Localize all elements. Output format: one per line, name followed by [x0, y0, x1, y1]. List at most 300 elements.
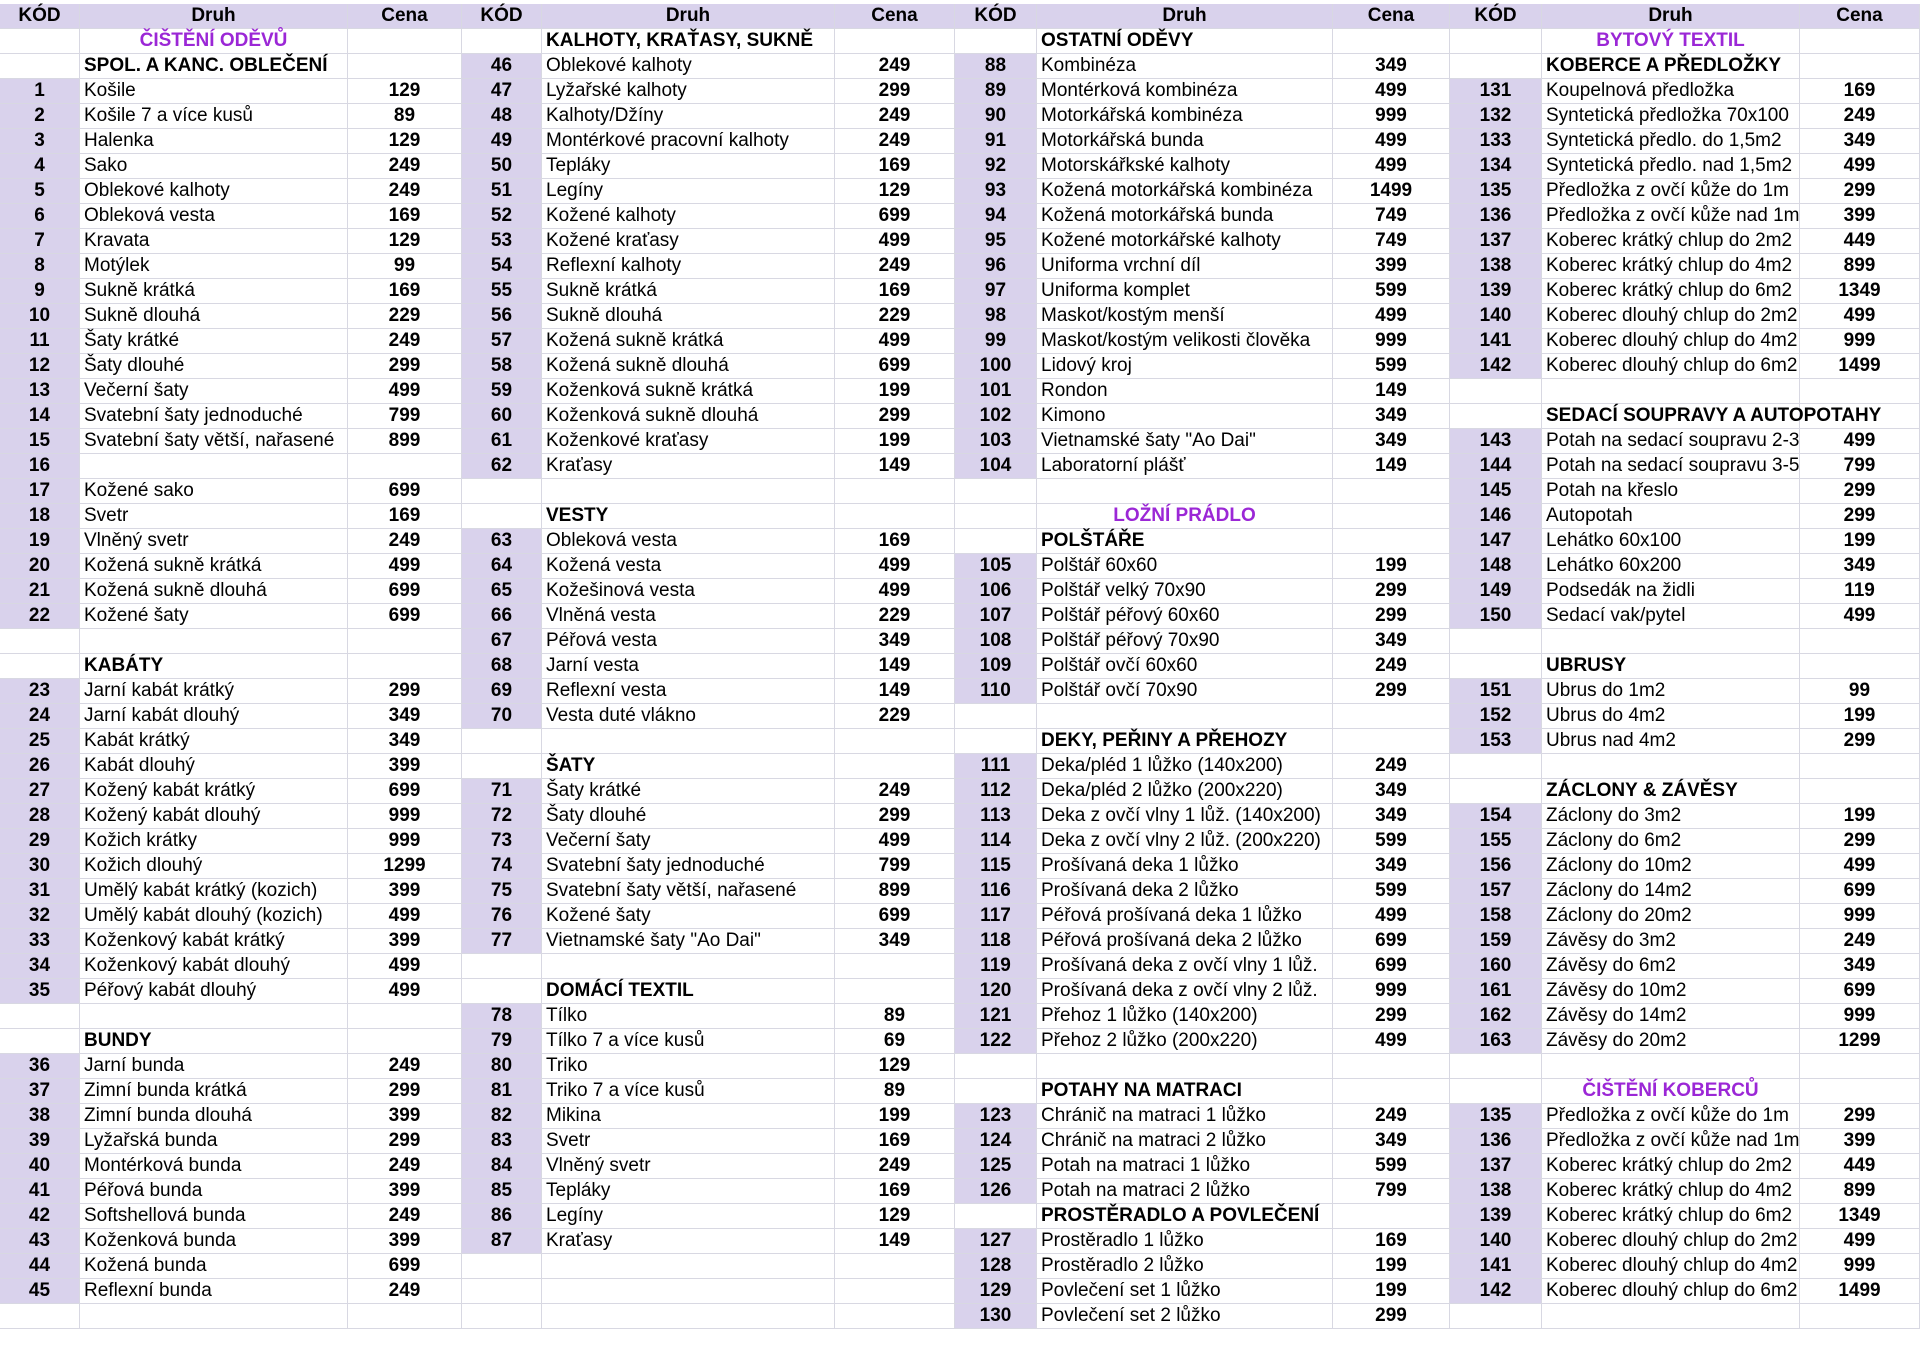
item-code: 140	[1450, 1229, 1542, 1254]
item-price: 299	[348, 1079, 462, 1104]
section-row	[1450, 654, 1920, 679]
item-code: 89	[955, 79, 1037, 104]
item-name: Deka/pléd 1 lůžko (140x200)	[1037, 754, 1333, 779]
item-price: 129	[835, 1204, 955, 1229]
item-code: 138	[1450, 1179, 1542, 1204]
item-name: Koberec dlouhý chlup do 6m2	[1542, 1279, 1800, 1304]
item-code: 102	[955, 404, 1037, 429]
table-row	[1450, 379, 1920, 404]
item-name: Prostěradlo 2 lůžko	[1037, 1254, 1333, 1279]
item-price: 299	[835, 804, 955, 829]
item-code: 138	[1450, 254, 1542, 279]
item-name: Potah na sedací soupravu 3-5	[1542, 454, 1800, 479]
item-price: 699	[835, 204, 955, 229]
item-price: 129	[348, 79, 462, 104]
item-name	[1037, 1054, 1333, 1079]
item-name: Šaty dlouhé	[80, 354, 348, 379]
item-name	[1542, 379, 1800, 404]
item-price	[348, 654, 462, 679]
table-row	[1450, 479, 1920, 504]
item-price: 349	[1333, 404, 1450, 429]
item-code: 63	[462, 529, 542, 554]
item-code: 61	[462, 429, 542, 454]
table-row	[955, 179, 1450, 204]
item-name: Prošívaná deka z ovčí vlny 1 lůž.	[1037, 954, 1333, 979]
item-name	[1542, 1304, 1800, 1329]
item-price: 199	[835, 429, 955, 454]
table-row	[955, 604, 1450, 629]
item-price: 1499	[1800, 1279, 1920, 1304]
table-row	[1450, 804, 1920, 829]
item-code	[462, 979, 542, 1004]
item-name: Autopotah	[1542, 504, 1800, 529]
item-name: Motorskářkské kalhoty	[1037, 154, 1333, 179]
item-price: 299	[348, 1129, 462, 1154]
table-row	[1450, 154, 1920, 179]
item-code: 133	[1450, 129, 1542, 154]
item-code	[462, 1254, 542, 1279]
item-name: Večerní šaty	[542, 829, 835, 854]
item-code: 41	[0, 1179, 80, 1204]
table-row	[462, 529, 955, 554]
item-code: 17	[0, 479, 80, 504]
table-row	[1450, 929, 1920, 954]
section-title: BUNDY	[80, 1029, 348, 1054]
item-code	[1450, 1079, 1542, 1104]
item-code: 24	[0, 704, 80, 729]
item-name: Kožené šaty	[542, 904, 835, 929]
item-code: 155	[1450, 829, 1542, 854]
item-code: 19	[0, 529, 80, 554]
item-price	[835, 479, 955, 504]
item-price: 249	[348, 529, 462, 554]
item-name: Deka z ovčí vlny 1 lůž. (140x200)	[1037, 804, 1333, 829]
item-price	[1800, 754, 1920, 779]
section-row	[1450, 404, 1920, 429]
table-row	[1450, 529, 1920, 554]
item-price: 499	[348, 954, 462, 979]
item-name: Lyžařská bunda	[80, 1129, 348, 1154]
section-title: POTAHY NA MATRACI	[1037, 1079, 1333, 1104]
item-price: 199	[1333, 1279, 1450, 1304]
table-row	[955, 804, 1450, 829]
header-code: KÓD	[0, 4, 80, 29]
item-code	[1450, 379, 1542, 404]
item-code: 149	[1450, 579, 1542, 604]
item-price: 199	[835, 1104, 955, 1129]
item-name: Kožich krátky	[80, 829, 348, 854]
section-row	[955, 1204, 1450, 1229]
item-price: 169	[348, 504, 462, 529]
item-name: Vietnamské šaty "Ao Dai"	[1037, 429, 1333, 454]
table-row	[955, 929, 1450, 954]
table-row	[955, 1279, 1450, 1304]
item-price: 89	[835, 1004, 955, 1029]
item-name: Sukně dlouhá	[80, 304, 348, 329]
item-price: 1349	[1800, 279, 1920, 304]
item-code: 51	[462, 179, 542, 204]
item-code: 62	[462, 454, 542, 479]
item-price	[1800, 1079, 1920, 1104]
item-name: Oblekové kalhoty	[80, 179, 348, 204]
table-row	[462, 854, 955, 879]
item-price	[835, 979, 955, 1004]
item-price: 349	[1800, 954, 1920, 979]
table-row	[955, 1229, 1450, 1254]
table-row	[462, 354, 955, 379]
item-name: Kraťasy	[542, 454, 835, 479]
item-name: Záclony do 3m2	[1542, 804, 1800, 829]
item-price: 999	[1333, 979, 1450, 1004]
item-price: 249	[348, 179, 462, 204]
item-name: Povlečení set 2 lůžko	[1037, 1304, 1333, 1329]
item-price	[348, 54, 462, 79]
item-price: 299	[1800, 179, 1920, 204]
table-row	[955, 154, 1450, 179]
item-name: Umělý kabát dlouhý (kozich)	[80, 904, 348, 929]
item-name: Kabát dlouhý	[80, 754, 348, 779]
section-title: KABÁTY	[80, 654, 348, 679]
item-name: Koberec krátký chlup do 4m2	[1542, 254, 1800, 279]
table-row	[955, 1054, 1450, 1079]
item-price: 229	[348, 304, 462, 329]
item-name: Sukně dlouhá	[542, 304, 835, 329]
item-price: 229	[835, 304, 955, 329]
item-code: 57	[462, 329, 542, 354]
item-price: 249	[1333, 654, 1450, 679]
item-price	[1333, 729, 1450, 754]
table-row	[462, 304, 955, 329]
item-code: 2	[0, 104, 80, 129]
item-name: Triko	[542, 1054, 835, 1079]
item-name: Vietnamské šaty "Ao Dai"	[542, 929, 835, 954]
table-row	[462, 829, 955, 854]
item-price	[1333, 704, 1450, 729]
item-name: Potah na matraci 1 lůžko	[1037, 1154, 1333, 1179]
item-name: Halenka	[80, 129, 348, 154]
item-name: Kraťasy	[542, 1229, 835, 1254]
table-row	[462, 1204, 955, 1229]
item-code: 70	[462, 704, 542, 729]
section-title: OSTATNÍ ODĚVY	[1037, 29, 1333, 54]
item-price: 349	[1333, 54, 1450, 79]
item-price: 799	[835, 854, 955, 879]
item-price: 699	[835, 904, 955, 929]
table-row	[462, 1154, 955, 1179]
table-row	[462, 729, 955, 754]
table-row	[0, 879, 462, 904]
item-name: Závěsy do 14m2	[1542, 1004, 1800, 1029]
item-price: 699	[348, 604, 462, 629]
item-price: 499	[835, 829, 955, 854]
item-code	[462, 754, 542, 779]
table-row	[955, 454, 1450, 479]
item-price	[835, 954, 955, 979]
item-name: Svetr	[542, 1129, 835, 1154]
header-code: KÓD	[462, 4, 542, 29]
item-name: Předložka z ovčí kůže do 1m	[1542, 1104, 1800, 1129]
item-name: Šaty krátké	[80, 329, 348, 354]
item-name: Košile	[80, 79, 348, 104]
table-row	[955, 479, 1450, 504]
item-price: 499	[348, 904, 462, 929]
item-price: 199	[1333, 1254, 1450, 1279]
item-code: 28	[0, 804, 80, 829]
item-price: 299	[835, 79, 955, 104]
table-row	[1450, 1304, 1920, 1329]
item-code: 152	[1450, 704, 1542, 729]
item-price: 249	[1333, 754, 1450, 779]
section-row	[1450, 779, 1920, 804]
item-code: 20	[0, 554, 80, 579]
table-row	[1450, 1004, 1920, 1029]
header-price: Cena	[348, 4, 462, 29]
section-row	[462, 979, 955, 1004]
item-name: Montérkové pracovní kalhoty	[542, 129, 835, 154]
item-price: 499	[1800, 429, 1920, 454]
item-price: 999	[1800, 904, 1920, 929]
item-name	[80, 1304, 348, 1329]
item-code	[0, 1029, 80, 1054]
item-name: Koberec krátký chlup do 6m2	[1542, 279, 1800, 304]
item-code: 143	[1450, 429, 1542, 454]
item-name: Přehoz 2 lůžko (200x220)	[1037, 1029, 1333, 1054]
item-code: 142	[1450, 354, 1542, 379]
table-row	[0, 104, 462, 129]
item-price: 99	[348, 254, 462, 279]
table-row	[462, 1029, 955, 1054]
item-code: 92	[955, 154, 1037, 179]
item-code: 10	[0, 304, 80, 329]
item-price: 169	[1800, 79, 1920, 104]
item-price: 1299	[1800, 1029, 1920, 1054]
item-code: 42	[0, 1204, 80, 1229]
item-price: 599	[1333, 879, 1450, 904]
table-row	[462, 1279, 955, 1304]
item-name: Polštář ovčí 60x60	[1037, 654, 1333, 679]
table-row	[955, 979, 1450, 1004]
item-code: 40	[0, 1154, 80, 1179]
section-row	[1450, 54, 1920, 79]
item-code	[462, 729, 542, 754]
header-type: Druh	[80, 4, 348, 29]
section-title: UBRUSY	[1542, 654, 1800, 679]
item-price: 699	[1800, 979, 1920, 1004]
table-row	[955, 704, 1450, 729]
item-price: 349	[1800, 554, 1920, 579]
item-code: 52	[462, 204, 542, 229]
table-row	[1450, 79, 1920, 104]
item-code: 141	[1450, 329, 1542, 354]
section-title: DOMÁCÍ TEXTIL	[542, 979, 835, 1004]
item-price: 249	[835, 1154, 955, 1179]
item-name: Svatební šaty jednoduché	[542, 854, 835, 879]
item-name: Syntetická předlo. nad 1,5m2	[1542, 154, 1800, 179]
table-row	[0, 329, 462, 354]
section-title: DEKY, PEŘINY A PŘEHOZY	[1037, 729, 1333, 754]
item-price: 129	[348, 229, 462, 254]
table-row	[0, 379, 462, 404]
item-code	[1450, 1054, 1542, 1079]
item-code: 139	[1450, 279, 1542, 304]
item-name: Svatební šaty větší, nařasené	[80, 429, 348, 454]
category-title: ČIŠTĚNÍ KOBERCŮ	[1542, 1079, 1800, 1104]
item-code	[955, 529, 1037, 554]
item-name: Závěsy do 3m2	[1542, 929, 1800, 954]
item-code: 12	[0, 354, 80, 379]
item-name: Večerní šaty	[80, 379, 348, 404]
item-code: 68	[462, 654, 542, 679]
section-title: KOBERCE A PŘEDLOŽKY	[1542, 54, 1800, 79]
table-row	[462, 1079, 955, 1104]
category-row	[0, 29, 462, 54]
table-row	[462, 579, 955, 604]
item-price	[348, 1029, 462, 1054]
table-row	[1450, 1204, 1920, 1229]
item-name: Svatební šaty jednoduché	[80, 404, 348, 429]
item-name: Péřový kabát dlouhý	[80, 979, 348, 1004]
table-row	[1450, 179, 1920, 204]
section-row	[955, 1079, 1450, 1104]
item-name: Kožené šaty	[80, 604, 348, 629]
section-row	[955, 529, 1450, 554]
table-row	[1450, 1104, 1920, 1129]
table-row	[955, 254, 1450, 279]
table-row	[955, 1104, 1450, 1129]
header-price: Cena	[835, 4, 955, 29]
table-row	[955, 1254, 1450, 1279]
item-price	[1800, 654, 1920, 679]
item-name: Kabát krátký	[80, 729, 348, 754]
item-price: 349	[348, 704, 462, 729]
category-row	[1450, 29, 1920, 54]
item-price: 169	[348, 279, 462, 304]
item-price: 299	[835, 404, 955, 429]
item-name: Koberec dlouhý chlup do 6m2	[1542, 354, 1800, 379]
item-code: 159	[1450, 929, 1542, 954]
item-code	[462, 1279, 542, 1304]
item-code: 21	[0, 579, 80, 604]
item-code: 144	[1450, 454, 1542, 479]
item-price	[1333, 479, 1450, 504]
item-price: 499	[835, 229, 955, 254]
item-code: 124	[955, 1129, 1037, 1154]
item-code: 107	[955, 604, 1037, 629]
table-row	[1450, 104, 1920, 129]
item-price: 249	[348, 329, 462, 354]
item-price: 299	[1800, 479, 1920, 504]
header-row	[1450, 4, 1920, 29]
header-row	[0, 4, 462, 29]
table-row	[462, 954, 955, 979]
table-row	[1450, 329, 1920, 354]
item-price: 299	[1333, 1004, 1450, 1029]
item-price	[835, 29, 955, 54]
table-row	[462, 904, 955, 929]
item-code: 136	[1450, 204, 1542, 229]
item-code: 18	[0, 504, 80, 529]
item-code: 59	[462, 379, 542, 404]
table-row	[0, 504, 462, 529]
item-code: 55	[462, 279, 542, 304]
item-price: 499	[348, 554, 462, 579]
item-code: 93	[955, 179, 1037, 204]
table-row	[1450, 829, 1920, 854]
table-row	[955, 579, 1450, 604]
table-row	[955, 1004, 1450, 1029]
item-price	[1333, 1079, 1450, 1104]
table-row	[462, 1129, 955, 1154]
item-name: Montérková kombinéza	[1037, 79, 1333, 104]
item-name	[80, 1004, 348, 1029]
item-name: Jarní kabát krátký	[80, 679, 348, 704]
item-code: 151	[1450, 679, 1542, 704]
item-price: 199	[1800, 704, 1920, 729]
item-name: Oblekové kalhoty	[542, 54, 835, 79]
item-name: Jarní vesta	[542, 654, 835, 679]
item-code: 132	[1450, 104, 1542, 129]
item-price: 169	[835, 1179, 955, 1204]
item-name: Jarní kabát dlouhý	[80, 704, 348, 729]
item-code: 153	[1450, 729, 1542, 754]
table-row	[462, 229, 955, 254]
item-name: Mikina	[542, 1104, 835, 1129]
item-price: 69	[835, 1029, 955, 1054]
item-code	[0, 29, 80, 54]
section-title: KALHOTY, KRAŤASY, SUKNĚ	[542, 29, 835, 54]
item-name: Tepláky	[542, 154, 835, 179]
item-code: 137	[1450, 229, 1542, 254]
item-price: 249	[835, 779, 955, 804]
table-row	[0, 804, 462, 829]
item-name: Jarní bunda	[80, 1054, 348, 1079]
item-name: Prošívaná deka z ovčí vlny 2 lůž.	[1037, 979, 1333, 1004]
item-name: Ubrus do 1m2	[1542, 679, 1800, 704]
item-code: 44	[0, 1254, 80, 1279]
item-code	[0, 654, 80, 679]
item-code: 72	[462, 804, 542, 829]
item-price: 499	[1800, 604, 1920, 629]
item-name: Legíny	[542, 179, 835, 204]
item-code: 160	[1450, 954, 1542, 979]
item-code: 96	[955, 254, 1037, 279]
table-row	[1450, 579, 1920, 604]
item-price	[835, 1279, 955, 1304]
item-code: 30	[0, 854, 80, 879]
item-code: 9	[0, 279, 80, 304]
item-name: Kožený kabát krátký	[80, 779, 348, 804]
table-row	[955, 1154, 1450, 1179]
item-code	[1450, 404, 1542, 429]
item-code: 77	[462, 929, 542, 954]
item-name: Kalhoty/Džíny	[542, 104, 835, 129]
item-price: 399	[348, 929, 462, 954]
item-price: 299	[1800, 729, 1920, 754]
item-code: 130	[955, 1304, 1037, 1329]
item-name: Ubrus nad 4m2	[1542, 729, 1800, 754]
item-name: Lyžařské kalhoty	[542, 79, 835, 104]
table-row	[1450, 129, 1920, 154]
item-price: 999	[348, 804, 462, 829]
item-name: Prošívaná deka 2 lůžko	[1037, 879, 1333, 904]
item-price: 349	[1333, 1129, 1450, 1154]
section-row	[955, 29, 1450, 54]
item-code: 34	[0, 954, 80, 979]
item-code	[462, 479, 542, 504]
item-code: 85	[462, 1179, 542, 1204]
item-name: Tílko 7 a více kusů	[542, 1029, 835, 1054]
table-row	[462, 329, 955, 354]
